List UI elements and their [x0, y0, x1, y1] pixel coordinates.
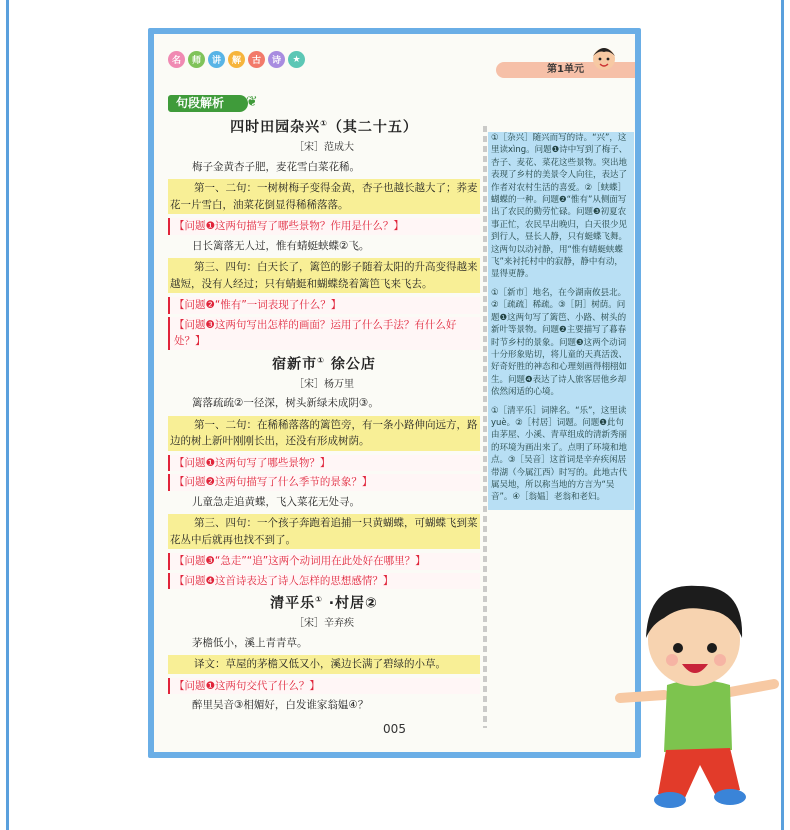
footnote-marker: ①	[320, 119, 328, 128]
book-page	[154, 34, 635, 752]
poem-line: 篱落疏疏②一径深，树头新绿未成阴③。	[192, 397, 379, 410]
poem-line: 日长篱落无人过，惟有蜻蜓蛱蝶②飞。	[192, 239, 370, 252]
poem-line: 梅子金黄杏子肥，麦花雪白菜花稀。	[192, 160, 360, 173]
badge-icon: 解	[228, 51, 245, 68]
poem-author: ［宋］辛弃疾	[294, 618, 354, 630]
translation: 第一、二句：在稀稀落落的篱笆旁，有一条小路伸向远方，路边的树上新叶刚刚长出，还没有形成树荫。	[168, 416, 480, 451]
question: 【问题❶这两句描写了哪些景物？作用是什么？】	[168, 218, 480, 235]
main-column	[168, 114, 480, 714]
translation: 第三、四句：白天长了，篱笆的影子随着太阳的升高变得越来越短，没有人经过；只有蜻蜓和蝴蝶绕着篱笆飞来飞去。	[168, 258, 480, 293]
question: 【问题❸“急走”“追”这两个动词用在此处好在哪里？】	[168, 553, 480, 570]
cartoon-face-icon	[591, 42, 617, 72]
question: 【问题❷“惟有”一词表现了什么？】	[168, 297, 480, 314]
poem-line: 茅檐低小，溪上青青草。	[192, 636, 308, 649]
question: 【问题❶这两句写了哪些景物？】	[168, 455, 480, 472]
poem-title	[168, 116, 480, 136]
section-tag: 句段解析	[168, 95, 248, 112]
poem-author: ［宋］范成大	[294, 142, 354, 154]
question: 【问题❸这两句写出怎样的画面？运用了什么手法？有什么好处？】	[168, 317, 480, 350]
badge-icon: 古	[248, 51, 265, 68]
book-page-frame	[148, 28, 641, 758]
header-badges	[168, 51, 305, 68]
poem-title-text: 宿新市	[272, 356, 318, 373]
poem-title-text: 四时田园杂兴	[230, 119, 321, 136]
translation: 译文：草屋的茅檐又低又小，溪边长满了碧绿的小草。	[168, 655, 480, 674]
badge-icon: ★	[288, 51, 305, 68]
leaf-icon: ❦	[246, 94, 258, 110]
badge-icon: 讲	[208, 51, 225, 68]
badge-icon: 诗	[268, 51, 285, 68]
poem-author: ［宋］杨万里	[294, 378, 354, 390]
poem-line: 醉里吴音③相媚好，白发谁家翁媪④？	[192, 699, 369, 712]
poem-title-suffix: 徐公店	[330, 356, 376, 373]
column-divider	[483, 126, 487, 728]
question: 【问题❷这两句描写了什么季节的景象？】	[168, 474, 480, 491]
poem-title-suffix: （其二十五）	[327, 119, 418, 136]
footnote-marker: ①	[317, 355, 325, 365]
badge-icon: 师	[188, 51, 205, 68]
poem-title	[168, 353, 480, 373]
annotation-box: ①［杂兴］随兴而写的诗。“兴”，这里读xìng。问题❶诗中写到了梅子、杏子、麦花、菜花这些景物。突出地表现了乡村的美景令人向往，表达了作者对农村生活的喜爱。②［蛱蝶］蝴蝶的一种。问题❷“惟有”从侧面写出了农民的勤劳忙碌。问题❸初夏农事正忙，农民早出晚归，白天很少见到行人，昼长人静，只有蜓蝶飞舞。这两句以动衬静，用“惟有蜻蜓蛱蝶飞”来衬托村中的寂静，静中有动，显得更静。	[491, 133, 628, 280]
poem-title-text: 清平乐	[270, 595, 316, 612]
poem-title-suffix: ·村居②	[328, 595, 378, 612]
badge-icon: 名	[168, 51, 185, 68]
translation: 第三、四句：一个孩子奔跑着追捕一只黄蝴蝶，可蝴蝶飞到菜花丛中后就再也找不到了。	[168, 514, 480, 549]
annotation-sidebar	[488, 132, 634, 510]
unit-label: 第1单元	[496, 62, 635, 78]
footnote-marker: ①	[315, 595, 323, 605]
question: 【问题❹这首诗表达了诗人怎样的思想感情？】	[168, 573, 480, 590]
question: 【问题❶这两句交代了什么？】	[168, 678, 480, 695]
page-number: 005	[383, 722, 406, 736]
translation: 第一、二句：一树树梅子变得金黄，杏子也越长越大了；荞麦花一片雪白，油菜花倒显得稀稀落落。	[168, 179, 480, 214]
left-frame-line	[6, 0, 9, 830]
poem-line: 儿童急走追黄蝶，飞入菜花无处寻。	[192, 495, 360, 508]
poem-title	[168, 592, 480, 612]
annotation-box: ①［清平乐］词牌名。“乐”，这里读yuè。②［村居］词题。问题❶此句由茅屋、小溪、青草组成的清新秀丽的环境为画出来了。点明了环境和地点。③［吴音］这首词是辛弃疾闲居带湖（今属江西）时写的。此地古代属吴地，所以称当地的方言为“吴音”。④［翁媪］老翁和老妇。	[491, 405, 628, 503]
annotation-box: ①［新市］地名，在今湖南攸县北。②［疏疏］稀疏。③［阴］树荫。问题❶这两句写了篱笆、小路、树头的新叶等景物。问题❷主要描写了暮春时节乡村的景象。问题❸这两个动词十分形象贴切，将儿童的天真活泼、好奇好胜的神态和心理刻画得栩栩如生。问题❹表达了诗人旅客居他乡却依然闲适的心境。	[491, 287, 628, 398]
cartoon-boy-icon	[612, 560, 782, 820]
